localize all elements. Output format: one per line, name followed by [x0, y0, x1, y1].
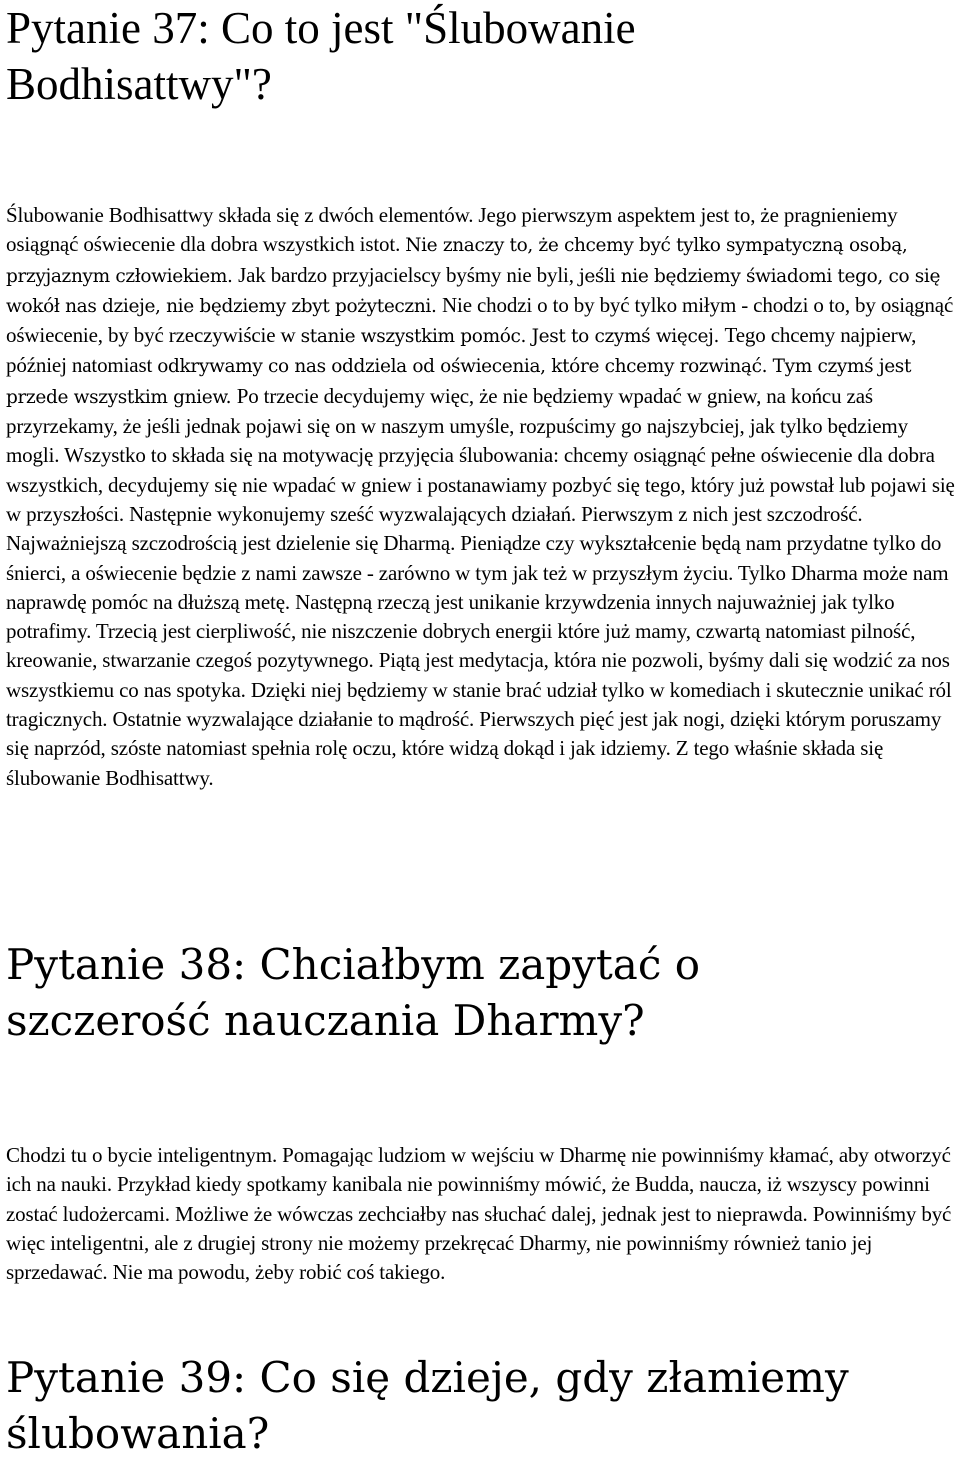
answer-38-segment: Chodzi tu o bycie inteligentnym. Pomagając ludziom w wejściu w Dharmę nie powinniśmy kłamać, aby otworzyć ich na nauki. Przykład kiedy spotkamy kanibala nie powinniśmy mówić, że Budda, naucza, iż wszyscy powinni zostać ludożercami. Możliwe że wówczas zechciałby nas słuchać dalej, jednak jest to nieprawda. Powinniśmy być więc inteligentni, ale z drugiej strony nie możemy przekręcać Dharmy, nie powinniśmy również tanio jej sprzedawać. Nie ma powodu, żeby robić coś takiego. [6, 1143, 952, 1285]
question-37-title: Pytanie 37: Co to jest "Ślubowanie Bodhisattwy"? [6, 3, 636, 109]
answer-37-segment: jeśli nie będziemy świadomi tego, co się wokół nas dzieje, nie będziemy zbyt pożyteczni. [6, 265, 941, 317]
answer-37-segment: Nie chodzi o to by być tylko miłym - chodzi o to, by osiągnąć oświecenie, by być rzeczywiście w [6, 292, 954, 348]
answer-37-segment: Po trzecie decydujemy więc, że nie będziemy wpadać w gniew, na końcu zaś przyrzekamy, że jeśli jednak pojawi się on w naszym umyśle, rozpuścimy go najszybciej, jak tylko będziemy mogli. Wszystko to składa się na motywację przyjęcia ślubowania: chcemy osiągnąć pełne oświecenie dla dobra wszystkich, decydujemy się nie wpadać w gniew i postanawiamy pozbyć się tego, który już powstał lub pojawi się w przyszłości. Następnie wykonujemy sześć wyzwalających działań. Pierwszym z nich jest szczodrość. Najważniejszą szczodrością jest dzielenie się Dharmą. Pieniądze czy wykształcenie będą nam przydatne tylko do śnierci, a oświecenie będzie z nami zawsze - zarówno w tym jak też w przyszłym życiu. Tylko Dharma może nam naprawdę pomóc na dłuższą metę. Następną rzeczą jest unikanie krzywdzenia innych najuważniej jak tylko potrafimy. Trzecią jest cierpliwość, nie niszczenie dobrych energii które już mamy, czwartą natomiast pilność, kreowanie, stwarzanie czegoś pozytywnego. Piątą jest medytacja, która nie pozwoli, byśmy dali się wodzić za nos wszystkiemu co nas spotyka. Dzięki niej będziemy w stanie brać udział tylko w komediach i skutecznie unikać ról tragicznych. Ostatnie wyzwalające działanie to mądrość. Pierwszych pięć jest jak nogi, dzięki którym poruszamy się naprzód, szóste natomiast spełnia rolę oczu, które widzą dokąd i jak idziemy. Z tego właśnie składa się ślubowanie Bodhisattwy. [6, 383, 955, 790]
answer-37-segment: odkrywamy co nas oddziela od oświecenia, które chcemy rozwinąć. Tym czymś jest przede wszystkim gniew. [6, 356, 912, 408]
question-37-answer [6, 201, 956, 793]
answer-37-segment: stanie wszystkim pomóc. Jest to czymś więcej. [300, 326, 725, 348]
answer-37-segment: Nie znaczy to, że chcemy być tylko sympatyczną osobą, przyjaznym człowiekiem. [6, 235, 908, 287]
answer-37-segment: Jak bardzo przyjacielscy byśmy nie byli, [238, 262, 579, 287]
question-38-title: Pytanie 38: Chciałbym zapytać o szczerość nauczania Dharmy? [6, 940, 700, 1045]
question-38-answer [6, 1141, 956, 1287]
answer-37-segment: Ślubowanie Bodhisattwy składa się z dwóch elementów. Jego pierwszym aspektem jest to, że pragnieniemy osiągnąć oświecenie dla dobra wszystkich istot. [6, 203, 898, 257]
answer-37-segment: Tego chcemy najpierw, później natomiast [6, 323, 917, 378]
question-39-title: Pytanie 39: Co się dzieje, gdy złamiemy ślubowania? [6, 1353, 849, 1458]
